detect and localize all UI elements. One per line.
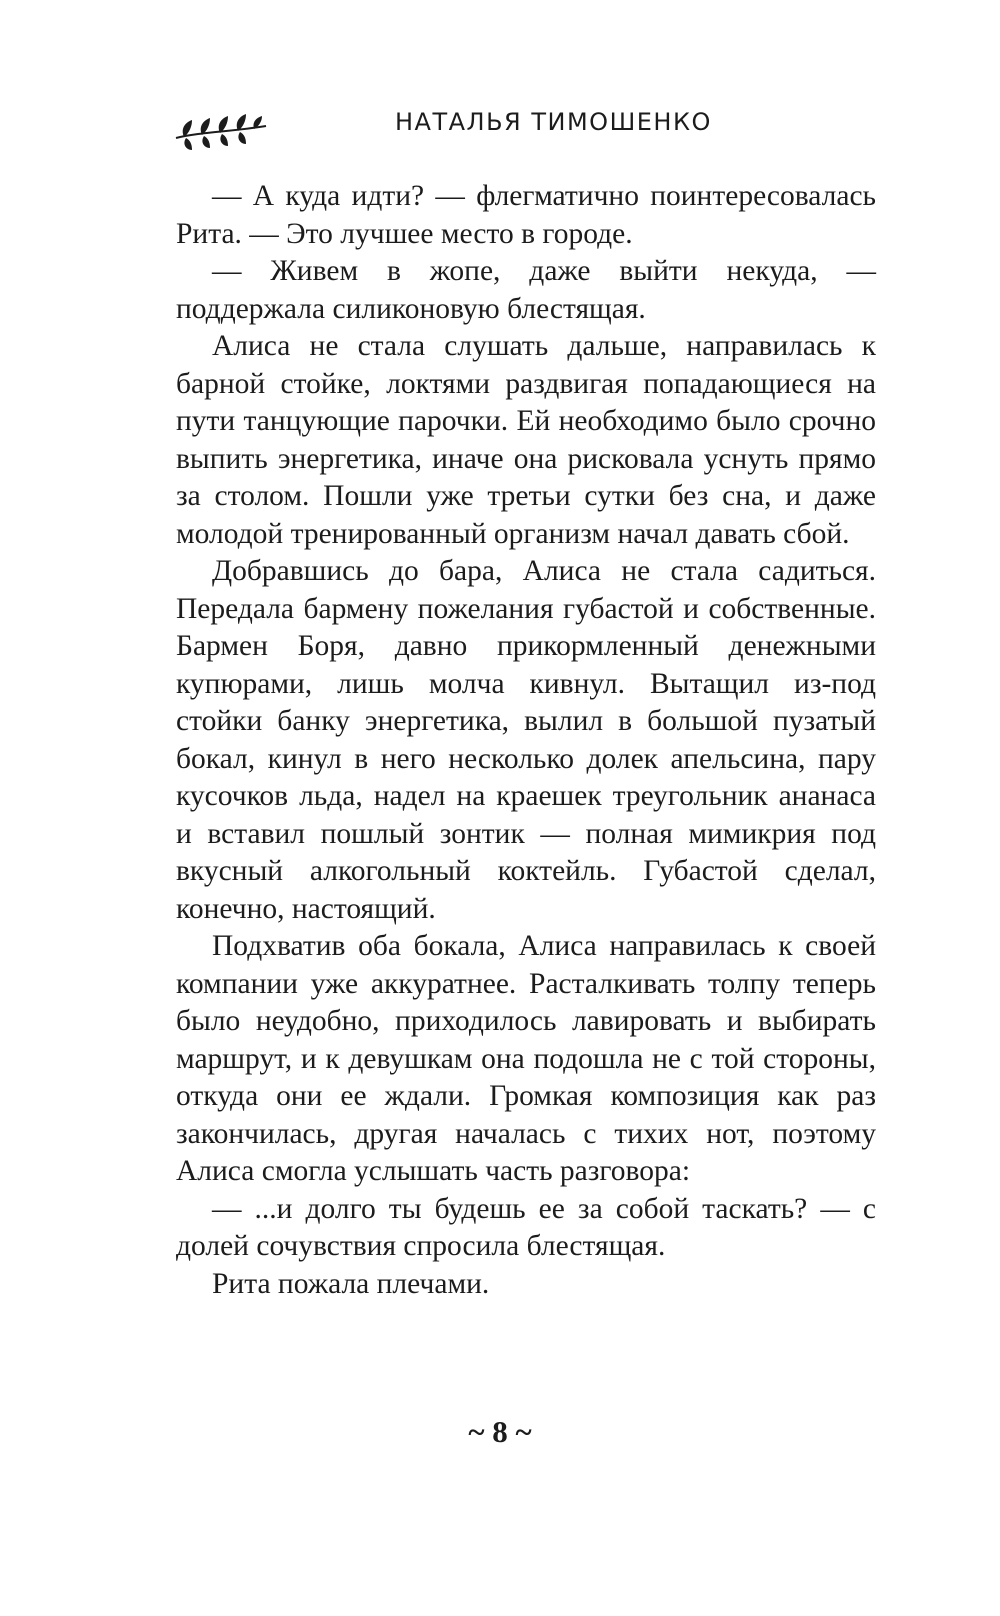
paragraph: Алиса не стала слушать дальше, направилась к барной стойке, локтями раздвигая попадающиеся на пути танцующие парочки. Ей необходимо было срочно выпить энергетика, иначе она рисковала уснуть прямо за столом. Пошли уже третьи сутки без сна, и даже молодой тренированный организм начал давать сбой. xyxy=(176,330,876,550)
leaf-branch-icon xyxy=(170,102,270,154)
paragraph: Добравшись до бара, Алиса не стала садиться. Передала бармену пожелания губастой и собственные. Бармен Боря, давно прикормленный денежными купюрами, лишь молча кивнул. Вытащил из-под стойки банку энергетика, вылил в большой пузатый бокал, кинул в него несколько долек апельсина, пару кусочков льда, надел на краешек треугольник ананаса и вставил пошлый зонтик — полная мимикрия под вкусный алкогольный коктейль. Губастой сделал, конечно, настоящий. xyxy=(176,555,876,925)
main-text xyxy=(176,178,876,1303)
paragraph: Подхватив оба бокала, Алиса направилась к своей компании уже аккуратнее. Расталкивать толпу теперь было неудобно, приходилось лавировать и выбирать маршрут, и к девушкам она подошла не с той стороны, откуда они ее ждали. Громкая композиция как раз закончилась, другая началась с тихих нот, поэтому Алиса смогла услышать часть разговора: xyxy=(176,930,876,1187)
paragraph: Рита пожала плечами. xyxy=(212,1267,490,1300)
paragraph: — Живем в жопе, даже выйти некуда, — поддержала силиконовую блестящая. xyxy=(176,255,876,325)
page-number: ~ 8 ~ xyxy=(468,1414,532,1449)
paragraph: — А куда идти? — флегматично поинтересовалась Рита. — Это лучшее место в городе. xyxy=(176,180,876,250)
paragraph: — ...и долго ты будешь ее за собой таскать? — с долей сочувствия спросила блестящая. xyxy=(176,1192,876,1262)
running-header xyxy=(170,98,870,158)
author-name: НАТАЛЬЯ ТИМОШЕНКО xyxy=(395,108,712,136)
